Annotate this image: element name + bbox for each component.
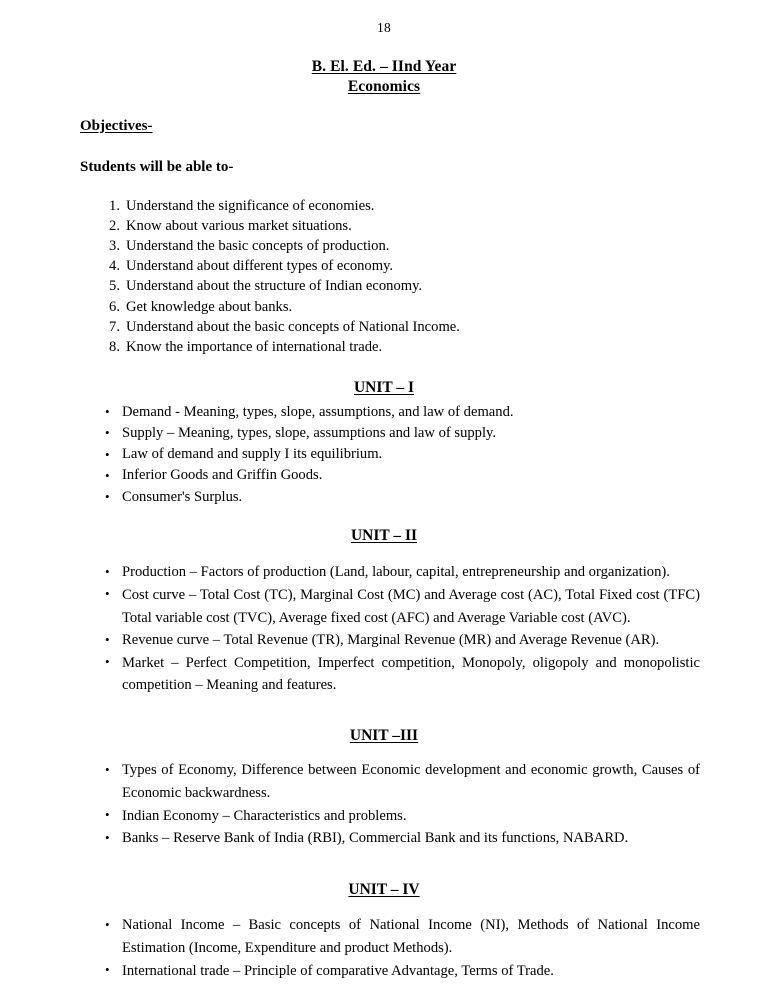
objectives-heading [80, 117, 768, 135]
unit-4-item-list [0, 914, 768, 982]
bullet-icon: • [105, 425, 110, 441]
bullet-icon: • [105, 563, 110, 579]
objective-item [100, 196, 768, 216]
bullet-icon: • [105, 962, 110, 978]
unit-item [105, 423, 768, 444]
objective-item [100, 317, 768, 337]
bullet-icon: • [105, 489, 110, 505]
unit-item [105, 914, 700, 959]
objective-text: Get knowledge about banks. [126, 298, 293, 315]
unit-item [105, 487, 768, 508]
course-title [0, 57, 768, 78]
objectives-list [100, 196, 768, 358]
objective-item [100, 276, 768, 296]
unit-item-text: Cost curve – Total Cost (TC), Marginal Cost (MC) and Average cost (AC), Total Fixed cost (TFC) Total variable cost (TVC), Average fixed cost (AFC) and Average Variable cost (AVC). [122, 586, 700, 626]
document-title-block [0, 57, 768, 98]
bullet-icon: • [105, 404, 110, 420]
unit-1-heading-text: UNIT – I [353, 379, 414, 397]
unit-item [105, 444, 768, 465]
unit-item [105, 960, 700, 983]
objectives-sub-heading-text: Students will be able to- [80, 158, 234, 175]
unit-item-text: National Income – Basic concepts of National Income (NI), Methods of National Income Estimation (Income, Expenditure and product Methods). [122, 917, 700, 957]
unit-3-heading-text: UNIT –III [349, 726, 419, 744]
bullet-icon: • [105, 467, 110, 483]
objective-text: Understand the basic concepts of production. [126, 237, 390, 254]
objective-number: 7. [109, 318, 120, 335]
course-title-text: B. El. Ed. – IInd Year [311, 57, 457, 75]
unit-item-text: Types of Economy, Difference between Economic development and economic growth, Causes of Economic backwardness. [122, 762, 700, 802]
unit-1-item-list [0, 402, 768, 508]
unit-item-text: Indian Economy – Characteristics and problems. [122, 807, 407, 824]
unit-item-text: Inferior Goods and Griffin Goods. [122, 467, 323, 484]
unit-item-text: Consumer's Surplus. [122, 488, 243, 505]
unit-item [105, 561, 700, 584]
bullet-icon: • [105, 631, 110, 647]
unit-4-heading [0, 881, 768, 900]
objective-text: Understand the significance of economies. [126, 197, 375, 214]
unit-3-heading [0, 727, 768, 746]
objective-number: 3. [109, 237, 120, 254]
objective-item [100, 216, 768, 236]
bullet-icon: • [105, 916, 110, 932]
objective-number: 8. [109, 338, 120, 355]
objective-text: Know the importance of international trade. [126, 338, 383, 355]
objective-number: 5. [109, 278, 120, 295]
unit-2-item-list [0, 561, 768, 697]
unit-2-heading [0, 527, 768, 546]
objective-text: Know about various market situations. [126, 217, 352, 234]
objective-number: 1. [109, 197, 120, 214]
objective-number: 6. [109, 298, 120, 315]
subject-title-text: Economics [347, 78, 421, 95]
bullet-icon: • [105, 654, 110, 670]
unit-item [105, 827, 700, 850]
bullet-icon: • [105, 829, 110, 845]
unit-item-text: International trade – Principle of comparative Advantage, Terms of Trade. [122, 962, 554, 979]
unit-item-text: Supply – Meaning, types, slope, assumptions and law of supply. [122, 424, 497, 441]
objective-number: 4. [109, 258, 120, 275]
unit-item-text: Law of demand and supply I its equilibrium. [122, 446, 383, 463]
unit-3-item-list [0, 759, 768, 849]
objective-item [100, 256, 768, 276]
bullet-icon: • [105, 586, 110, 602]
unit-item [105, 652, 700, 697]
unit-item-text: Market – Perfect Competition, Imperfect competition, Monopoly, oligopoly and monopolistic competition – Meaning and features. [122, 654, 700, 694]
unit-item [105, 584, 700, 629]
objective-number: 2. [109, 217, 120, 234]
objective-text: Understand about the basic concepts of National Income. [126, 318, 460, 335]
bullet-icon: • [105, 761, 110, 777]
objective-text: Understand about different types of economy. [126, 258, 394, 275]
objective-item [100, 337, 768, 357]
page-number: 18 [377, 20, 391, 35]
unit-2-heading-text: UNIT – II [350, 526, 418, 544]
subject-title [0, 77, 768, 98]
unit-item [105, 805, 700, 828]
unit-item [105, 465, 768, 486]
unit-1-heading [0, 379, 768, 398]
unit-item-text: Banks – Reserve Bank of India (RBI), Commercial Bank and its functions, NABARD. [122, 830, 629, 847]
bullet-icon: • [105, 807, 110, 823]
objective-item [100, 236, 768, 256]
objective-item [100, 297, 768, 317]
bullet-icon: • [105, 446, 110, 462]
objective-text: Understand about the structure of Indian economy. [126, 278, 423, 295]
unit-item [105, 759, 700, 804]
unit-item [105, 402, 768, 423]
objectives-heading-text: Objectives- [80, 117, 153, 134]
objectives-sub-heading [80, 158, 768, 176]
unit-item-text: Demand - Meaning, types, slope, assumptions, and law of demand. [122, 403, 514, 420]
unit-item-text: Production – Factors of production (Land, labour, capital, entrepreneurship and organization). [122, 564, 670, 581]
unit-item [105, 629, 700, 652]
unit-item-text: Revenue curve – Total Revenue (TR), Marginal Revenue (MR) and Average Revenue (AR). [122, 632, 660, 649]
unit-4-heading-text: UNIT – IV [348, 880, 420, 898]
